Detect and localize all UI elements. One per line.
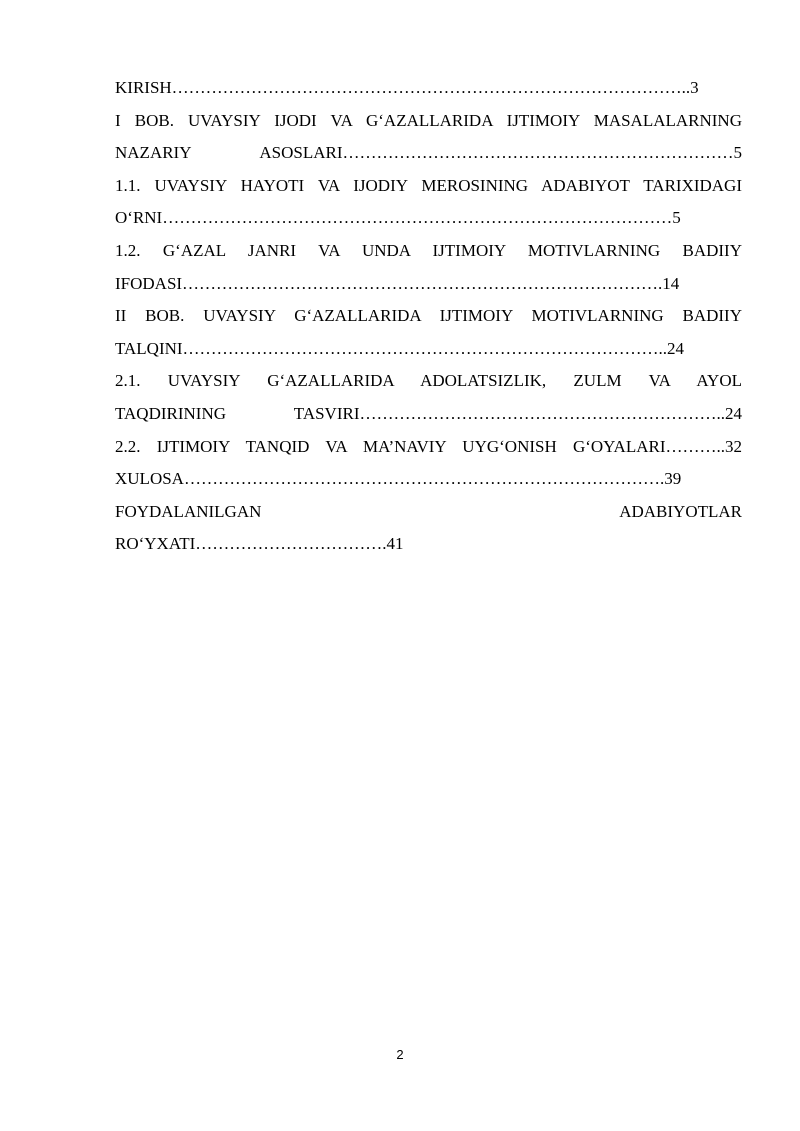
table-of-contents bbox=[115, 72, 742, 561]
page-number: 2 bbox=[396, 1047, 404, 1062]
toc-entry-chapter-1-line-2: NAZARIY ASOSLARI……………………………………………………………5 bbox=[115, 143, 742, 163]
toc-entry-introduction: KIRISH………………………………………………………………………………..3 bbox=[115, 78, 699, 97]
toc-entry-chapter-1-line-1: I BOB. UVAYSIY IJODI VA G‘AZALLARIDA IJTIMOIY MASALALARNING bbox=[115, 110, 742, 130]
toc-entry-chapter-2-line-1: II BOB. UVAYSIY G‘AZALLARIDA IJTIMOIY MOTIVLARNING BADIIY bbox=[115, 306, 742, 326]
toc-entry-section-2-1-line-1: 2.1. UVAYSIY G‘AZALLARIDA ADOLATSIZLIK, ZULM VA AYOL bbox=[115, 371, 742, 391]
toc-entry-section-2-1-line-2: TAQDIRINING TASVIRI………………………………………………………..24 bbox=[115, 403, 742, 423]
toc-entry-references-line-1: FOYDALANILGAN ADABIYOTLAR bbox=[115, 501, 742, 521]
toc-entry-section-2-2: 2.2. IJTIMOIY TANQID VA MA’NAVIY UYG‘ONISH G‘OYALARI………..32 bbox=[115, 436, 742, 456]
toc-entry-section-1-1-line-1: 1.1. UVAYSIY HAYOTI VA IJODIY MEROSINING ADABIYOT TARIXIDAGI bbox=[115, 175, 742, 195]
toc-entry-conclusion: XULOSA………………………………………………………………………….39 bbox=[115, 469, 682, 489]
toc-entry-section-1-2-line-2: IFODASI………………………………………………………………………….14 bbox=[115, 273, 680, 293]
toc-entry-chapter-2-line-2: TALQINI…………………………………………………………………………..24 bbox=[115, 338, 685, 358]
toc-entry-section-1-2-line-1: 1.2. G‘AZAL JANRI VA UNDA IJTIMOIY MOTIVLARNING BADIIY bbox=[115, 240, 742, 260]
toc-entry-references-line-2: RO‘YXATI…………………………….41 bbox=[115, 534, 404, 554]
toc-entry-section-1-1-line-2: O‘RNI………………………………………………………………………………5 bbox=[115, 208, 681, 228]
